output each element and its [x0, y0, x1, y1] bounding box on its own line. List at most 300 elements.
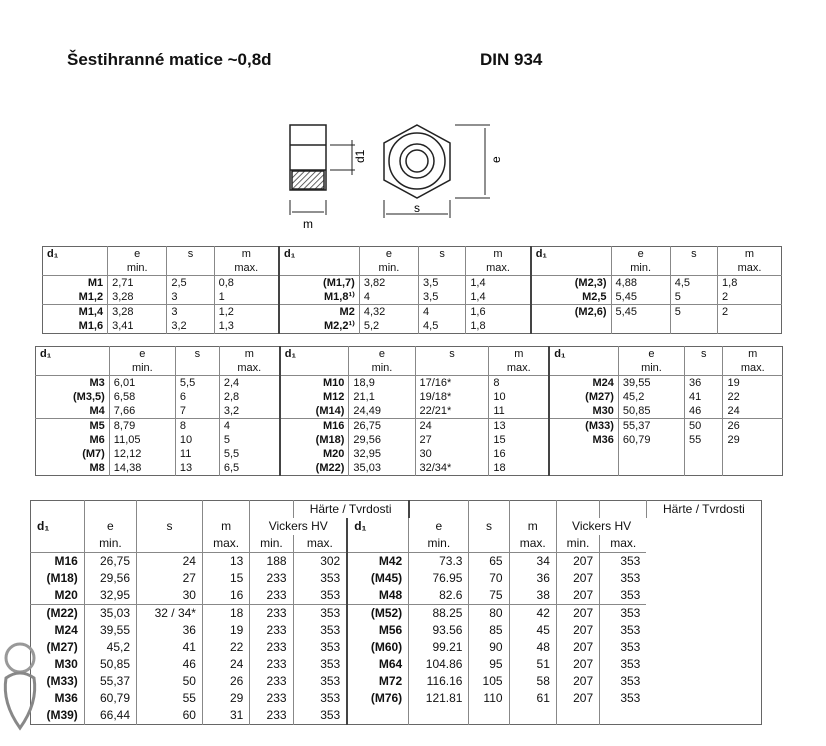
- table-cell: 8,79: [109, 419, 175, 434]
- header-subrow: [43, 261, 782, 276]
- column-header: m: [466, 247, 531, 262]
- table-cell: 50: [685, 419, 723, 434]
- table-cell: 61: [509, 690, 556, 707]
- hardness-header: Vickers HV: [250, 518, 347, 535]
- table-cell: 32/34*: [415, 461, 489, 476]
- table-cell: M72: [347, 673, 408, 690]
- table-cell: 4: [419, 305, 466, 320]
- column-header: [202, 501, 249, 519]
- column-header: [250, 501, 293, 519]
- column-subheader: min.: [618, 361, 684, 376]
- table-cell: 3: [167, 305, 214, 320]
- page-title: Šestihranné matice ~0,8d: [67, 50, 272, 69]
- column-subheader: [43, 261, 108, 276]
- table-row: [36, 419, 783, 434]
- table-cell: 13: [202, 553, 249, 571]
- table-cell: 3,2: [219, 404, 279, 419]
- table-cell: M1,6: [78, 320, 104, 332]
- table-cell: 7: [175, 404, 219, 419]
- table-cell: 80: [469, 605, 509, 623]
- table-cell: 35,03: [349, 461, 415, 476]
- column-subheader: min.: [556, 535, 599, 553]
- table-cell: (M18): [46, 571, 78, 585]
- table-cell: M10: [280, 376, 349, 391]
- table-row: [36, 404, 783, 419]
- table-row: [43, 290, 782, 305]
- column-header: d₁: [37, 519, 50, 533]
- table-cell: 233: [250, 570, 293, 587]
- table-cell: 233: [250, 690, 293, 707]
- table-cell: 1,8: [718, 276, 782, 291]
- table-cell: M2: [279, 305, 359, 320]
- column-header: m: [214, 247, 279, 262]
- table-cell: 207: [556, 587, 599, 605]
- standard-label: DIN 934: [480, 50, 543, 69]
- table-row: [31, 639, 762, 656]
- table-cell: M6: [89, 434, 105, 446]
- table-cell: [611, 319, 670, 334]
- table-row: [31, 690, 762, 707]
- table-cell: 24: [202, 656, 249, 673]
- table-cell: 5,5: [219, 447, 279, 461]
- table-cell: (M3,5): [73, 391, 105, 403]
- table-cell: 3,41: [108, 319, 167, 334]
- table-cell: 19/18*: [415, 390, 489, 404]
- table-cell: 36: [685, 376, 723, 391]
- table-cell: 110: [469, 690, 509, 707]
- table-cell: M42: [347, 553, 408, 571]
- table-cell: M16: [31, 553, 85, 571]
- table-row: [36, 447, 783, 461]
- table-cell: 1,4: [466, 276, 531, 291]
- table-cell: (M14): [280, 404, 349, 419]
- table-cell: 233: [250, 707, 293, 725]
- table-cell: 8: [175, 419, 219, 434]
- table-cell: M48: [347, 587, 408, 605]
- table-cell: 6,01: [109, 376, 175, 391]
- column-header: [84, 501, 136, 519]
- table-cell: [600, 707, 647, 725]
- table-cell: 50: [137, 673, 203, 690]
- column-subheader: [36, 361, 110, 376]
- column-subheader: [415, 361, 489, 376]
- table-cell: 207: [556, 690, 599, 707]
- table-cell: 30: [137, 587, 203, 605]
- table-row: [31, 673, 762, 690]
- table-cell: 48: [509, 639, 556, 656]
- table-cell: 353: [600, 605, 647, 623]
- table-cell: 15: [202, 570, 249, 587]
- column-header: m: [202, 518, 249, 535]
- column-header: d₁: [47, 248, 59, 260]
- table-cell: 207: [556, 639, 599, 656]
- table-cell: M16: [280, 419, 349, 434]
- column-subheader: max.: [723, 361, 783, 376]
- table-cell: 207: [556, 605, 599, 623]
- table-cell: 11,05: [109, 433, 175, 447]
- table-cell: 0,8: [214, 276, 279, 291]
- column-header: d₁: [279, 247, 359, 262]
- column-subheader: [175, 361, 219, 376]
- table-cell: 55: [137, 690, 203, 707]
- table-cell: 353: [600, 656, 647, 673]
- table-cell: (M7): [82, 448, 105, 460]
- table-cell: 18: [489, 461, 549, 476]
- table-cell: 353: [293, 656, 347, 673]
- column-subheader: [531, 261, 611, 276]
- column-header: [509, 501, 556, 519]
- table-cell: 233: [250, 673, 293, 690]
- table-cell: 1,4: [466, 290, 531, 305]
- table-cell: 12,12: [109, 447, 175, 461]
- table-cell: 50,85: [618, 404, 684, 419]
- table-cell: (M27): [46, 640, 78, 654]
- table-cell: (M22): [280, 461, 349, 476]
- table-cell: 3,5: [419, 290, 466, 305]
- table-small-nuts: [42, 246, 782, 334]
- table-cell: 55: [685, 433, 723, 447]
- table-cell: 93.56: [409, 622, 469, 639]
- table-cell: [670, 319, 717, 334]
- header-row: [43, 247, 782, 262]
- table-row: [31, 656, 762, 673]
- column-subheader: min.: [359, 261, 418, 276]
- table-cell: 5: [670, 290, 717, 305]
- table-cell: 95: [469, 656, 509, 673]
- table-cell: M1: [43, 276, 108, 291]
- table-cell: 4,5: [419, 319, 466, 334]
- column-subheader: [549, 361, 618, 376]
- table-cell: 82.6: [409, 587, 469, 605]
- column-header: [31, 501, 85, 519]
- table-cell: 65: [469, 553, 509, 571]
- column-subheader: min.: [349, 361, 415, 376]
- column-subheader: max.: [509, 535, 556, 553]
- table-cell: 3,28: [108, 305, 167, 320]
- table-cell: 29,56: [349, 433, 415, 447]
- table-cell: 85: [469, 622, 509, 639]
- column-subheader: max.: [489, 361, 549, 376]
- table-cell: 22: [202, 639, 249, 656]
- hardness-header: Härte / Tvrdosti: [646, 501, 761, 519]
- column-subheader: min.: [250, 535, 293, 553]
- table-cell: M24: [54, 623, 78, 637]
- table-cell: 14,38: [109, 461, 175, 476]
- header-row: [31, 501, 762, 519]
- table-cell: 22/21*: [415, 404, 489, 419]
- column-header: s: [137, 518, 203, 535]
- column-subheader: [347, 535, 408, 553]
- table-cell: 29,56: [84, 570, 136, 587]
- table-cell: 353: [600, 587, 647, 605]
- table-row: [36, 433, 783, 447]
- table-cell: [718, 319, 782, 334]
- table-cell: [723, 447, 783, 461]
- table-cell: (M2,6): [531, 305, 611, 320]
- table-cell: 60: [137, 707, 203, 725]
- table-cell: 207: [556, 553, 599, 571]
- column-header: [409, 501, 469, 519]
- nut-drawing: [0, 0, 826, 240]
- table-cell: 353: [293, 707, 347, 725]
- column-subheader: [137, 535, 203, 553]
- table-cell: 31: [202, 707, 249, 725]
- dim-m: m: [303, 217, 313, 231]
- table-cell: 353: [293, 690, 347, 707]
- table-cell: 353: [293, 673, 347, 690]
- table-cell: (M33): [46, 674, 78, 688]
- column-header: [137, 501, 203, 519]
- table-cell: 1,2: [214, 305, 279, 320]
- table-cell: 121.81: [409, 690, 469, 707]
- table-cell: 21,1: [349, 390, 415, 404]
- table-cell: 5,45: [611, 290, 670, 305]
- column-header: e: [109, 347, 175, 362]
- column-header: e: [611, 247, 670, 262]
- table-cell: M36: [54, 691, 78, 705]
- table-cell: [618, 461, 684, 476]
- table-cell: 16: [202, 587, 249, 605]
- table-cell: 41: [137, 639, 203, 656]
- column-header: s: [419, 247, 466, 262]
- table-cell: 1,8: [466, 319, 531, 334]
- table-cell: 353: [293, 587, 347, 605]
- table-cell: 4,88: [611, 276, 670, 291]
- table-cell: 24: [723, 404, 783, 419]
- table-cell: 26: [202, 673, 249, 690]
- table-cell: (M2,3): [531, 276, 611, 291]
- table-cell: M20: [280, 447, 349, 461]
- table-cell: 353: [293, 570, 347, 587]
- table-cell: 55,37: [84, 673, 136, 690]
- table-cell: 233: [250, 639, 293, 656]
- table-cell: (M27): [549, 390, 618, 404]
- table-cell: 11: [489, 404, 549, 419]
- column-header: m: [718, 247, 782, 262]
- column-subheader: max.: [202, 535, 249, 553]
- table-cell: 6,5: [219, 461, 279, 476]
- table-cell: 2: [718, 290, 782, 305]
- table-row: [31, 605, 762, 623]
- table-cell: 353: [600, 553, 647, 571]
- table-large-nuts-hardness: [30, 500, 762, 725]
- table-cell: 18,9: [349, 376, 415, 391]
- dim-d1: d1: [353, 149, 367, 163]
- table-cell: (M39): [46, 708, 78, 722]
- table-cell: 50,85: [84, 656, 136, 673]
- table-cell: M2,2¹⁾: [279, 319, 359, 334]
- table-row: [36, 376, 783, 391]
- table-cell: 32,95: [84, 587, 136, 605]
- table-cell: 8: [489, 376, 549, 391]
- column-subheader: min.: [109, 361, 175, 376]
- column-subheader: min.: [611, 261, 670, 276]
- column-subheader: [419, 261, 466, 276]
- table-cell: 104.86: [409, 656, 469, 673]
- table-cell: 207: [556, 656, 599, 673]
- table-cell: 22: [723, 390, 783, 404]
- table-cell: 24: [415, 419, 489, 434]
- dim-s: s: [414, 201, 420, 215]
- column-header: [469, 501, 509, 519]
- table-cell: 60,79: [84, 690, 136, 707]
- column-header: d₁: [549, 347, 618, 362]
- table-cell: 207: [556, 622, 599, 639]
- table-cell: M64: [347, 656, 408, 673]
- column-header: d₁: [347, 518, 408, 535]
- table-cell: 5: [670, 305, 717, 320]
- column-header: m: [219, 347, 279, 362]
- table-cell: 233: [250, 605, 293, 623]
- table-cell: (M52): [347, 605, 408, 623]
- table-cell: 5,5: [175, 376, 219, 391]
- table-cell: 60,79: [618, 433, 684, 447]
- column-subheader: max.: [214, 261, 279, 276]
- column-subheader: min.: [84, 535, 136, 553]
- column-subheader: max.: [466, 261, 531, 276]
- table-cell: 4,32: [359, 305, 418, 320]
- table-cell: 19: [723, 376, 783, 391]
- table-cell: 353: [600, 570, 647, 587]
- table-cell: [531, 319, 611, 334]
- table-cell: [509, 707, 556, 725]
- table-cell: 90: [469, 639, 509, 656]
- column-subheader: [685, 361, 723, 376]
- table-cell: 1: [214, 290, 279, 305]
- column-header: e: [409, 518, 469, 535]
- column-header: e: [618, 347, 684, 362]
- table-cell: 32,95: [349, 447, 415, 461]
- table-cell: (M18): [280, 433, 349, 447]
- table-cell: 353: [600, 673, 647, 690]
- table-cell: M5: [36, 419, 110, 434]
- column-subheader: max.: [600, 535, 647, 553]
- table-cell: 353: [600, 690, 647, 707]
- table-cell: 32 / 34*: [137, 605, 203, 623]
- table-cell: (M45): [347, 570, 408, 587]
- table-cell: 105: [469, 673, 509, 690]
- table-cell: (M76): [347, 690, 408, 707]
- table-cell: M30: [549, 404, 618, 419]
- table-cell: 34: [509, 553, 556, 571]
- table-cell: 55,37: [618, 419, 684, 434]
- column-header: [556, 501, 599, 519]
- table-cell: 13: [175, 461, 219, 476]
- table-cell: (M60): [347, 639, 408, 656]
- table-cell: 70: [469, 570, 509, 587]
- table-cell: 353: [600, 639, 647, 656]
- table-cell: 51: [509, 656, 556, 673]
- table-row: [36, 390, 783, 404]
- column-header: s: [415, 347, 489, 362]
- table-cell: 26: [723, 419, 783, 434]
- table-cell: 3,5: [419, 276, 466, 291]
- table-cell: 73.3: [409, 553, 469, 571]
- table-cell: 6,58: [109, 390, 175, 404]
- table-cell: 26,75: [84, 553, 136, 571]
- column-header: m: [509, 518, 556, 535]
- table-cell: 42: [509, 605, 556, 623]
- table-cell: 66,44: [84, 707, 136, 725]
- table-cell: 1,3: [214, 319, 279, 334]
- table-cell: M1,2: [78, 291, 104, 303]
- table-cell: 38: [509, 587, 556, 605]
- table-row: [31, 622, 762, 639]
- column-header: d₁: [531, 247, 611, 262]
- table-cell: M1,8¹⁾: [279, 290, 359, 305]
- table-cell: M4: [89, 405, 105, 417]
- table-cell: 3,82: [359, 276, 418, 291]
- table-cell: 1,6: [466, 305, 531, 320]
- table-cell: [618, 447, 684, 461]
- table-cell: [409, 707, 469, 725]
- column-header: m: [489, 347, 549, 362]
- table-cell: 2,5: [167, 276, 214, 291]
- table-cell: 26,75: [349, 419, 415, 434]
- column-header: s: [167, 247, 214, 262]
- column-subheader: max.: [718, 261, 782, 276]
- table-cell: 30: [415, 447, 489, 461]
- column-subheader: [670, 261, 717, 276]
- table-cell: 4: [219, 419, 279, 434]
- table-cell: M24: [549, 376, 618, 391]
- column-header: s: [175, 347, 219, 362]
- column-subheader: min.: [108, 261, 167, 276]
- table-cell: 10: [489, 390, 549, 404]
- table-cell: 2,8: [219, 390, 279, 404]
- lion-watermark-icon: [0, 628, 40, 738]
- table-cell: M1,4: [43, 305, 108, 320]
- table-cell: 4,5: [670, 276, 717, 291]
- column-subheader: [279, 261, 359, 276]
- column-header: s: [670, 247, 717, 262]
- table-cell: 46: [685, 404, 723, 419]
- table-cell: 29: [202, 690, 249, 707]
- column-subheader: max.: [219, 361, 279, 376]
- column-header: e: [359, 247, 418, 262]
- table-cell: M12: [280, 390, 349, 404]
- column-header: e: [349, 347, 415, 362]
- table-cell: 353: [293, 605, 347, 623]
- table-cell: (M33): [549, 419, 618, 434]
- table-cell: 353: [293, 622, 347, 639]
- column-header: [600, 501, 647, 519]
- table-cell: 29: [723, 433, 783, 447]
- column-header: s: [685, 347, 723, 362]
- column-header: e: [108, 247, 167, 262]
- table-cell: 27: [415, 433, 489, 447]
- table-cell: 5,2: [359, 319, 418, 334]
- table-cell: 36: [509, 570, 556, 587]
- table-cell: 11: [175, 447, 219, 461]
- table-cell: 88.25: [409, 605, 469, 623]
- table-cell: 7,66: [109, 404, 175, 419]
- table-cell: 233: [250, 587, 293, 605]
- column-header: s: [469, 518, 509, 535]
- column-subheader: [31, 535, 85, 553]
- table-cell: M8: [89, 462, 105, 474]
- hardness-header: Vickers HV: [556, 518, 646, 535]
- table-cell: 15: [489, 433, 549, 447]
- table-cell: 3: [167, 290, 214, 305]
- table-cell: 233: [250, 656, 293, 673]
- column-subheader: [469, 535, 509, 553]
- table-cell: 2,4: [219, 376, 279, 391]
- table-cell: (M1,7): [279, 276, 359, 291]
- column-subheader: [280, 361, 349, 376]
- column-subheader: [167, 261, 214, 276]
- table-cell: [347, 707, 408, 725]
